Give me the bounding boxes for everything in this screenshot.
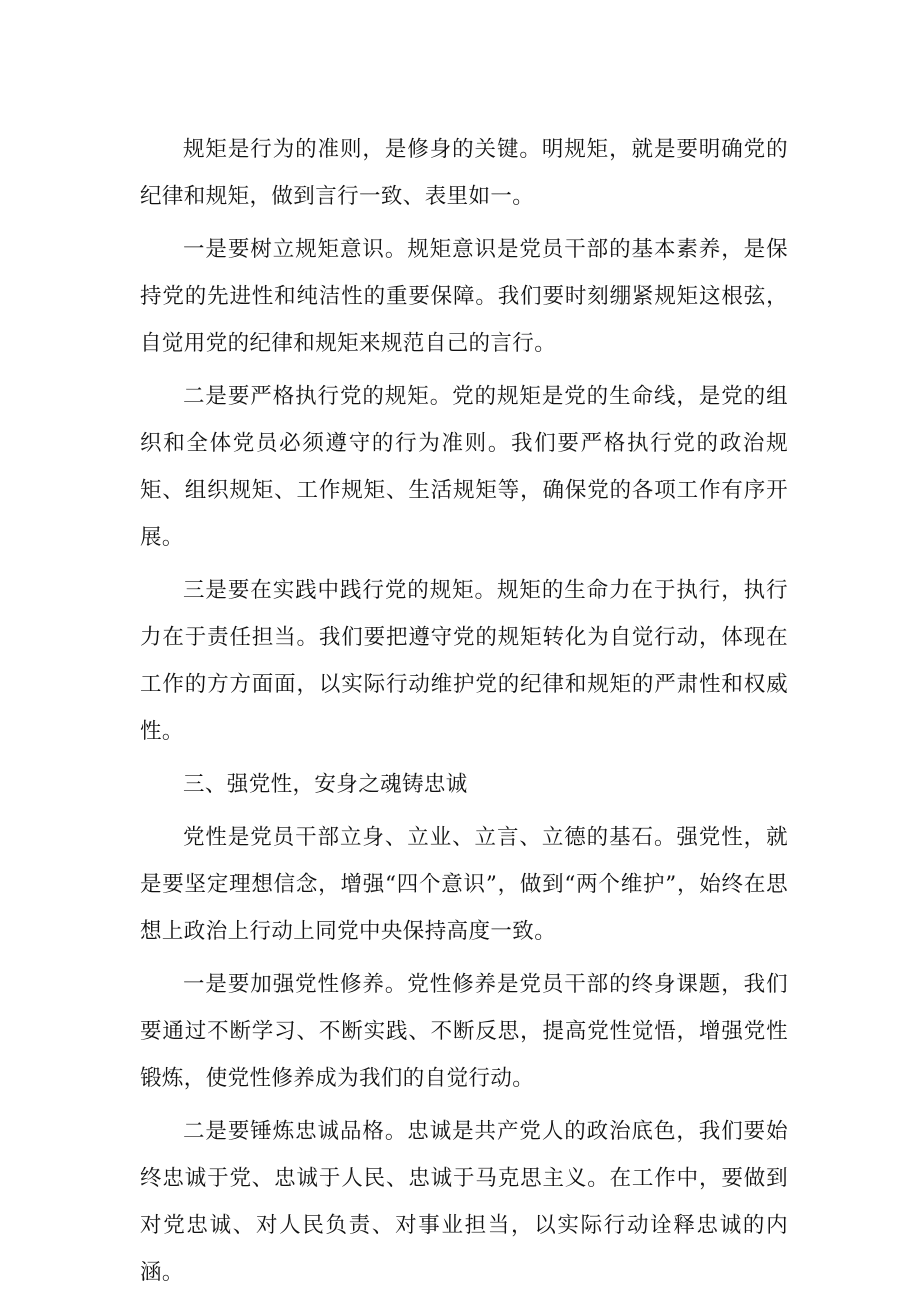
paragraph-party-spirit-intro: 党性是党员干部立身、立业、立言、立德的基石。强党性，就是要坚定理想信念，增强“四个意识”，做到“两个维护”，始终在思想上政治上行动上同党中央保持高度一致。 [140,825,788,944]
paragraph-rules-awareness: 一是要树立规矩意识。规矩意识是党员干部的基本素养，是保持党的先进性和纯洁性的重要保障。我们要时刻绷紧规矩这根弦，自觉用党的纪律和规矩来规范自己的言行。 [140,237,788,356]
paragraph-loyalty: 二是要锤炼忠诚品格。忠诚是共产党人的政治底色，我们要始终忠诚于党、忠诚于人民、忠诚于马克思主义。在工作中，要做到对党忠诚、对人民负责、对事业担当，以实际行动诠释忠诚的内涵。 [140,1119,788,1285]
paragraph-rules-intro: 规矩是行为的准则，是修身的关键。明规矩，就是要明确党的纪律和规矩，做到言行一致、表里如一。 [140,137,788,209]
section-heading-party-spirit: 三、强党性，安身之魂铸忠诚 [183,772,468,797]
document-body [140,126,788,1302]
paragraph-rules-practice: 三是要在实践中践行党的规矩。规矩的生命力在于执行，执行力在于责任担当。我们要把遵守党的规矩转化为自觉行动，体现在工作的方方面面，以实际行动维护党的纪律和规矩的严肃性和权威性。 [140,578,788,744]
paragraph-party-spirit-cultivation: 一是要加强党性修养。党性修养是党员干部的终身课题，我们要通过不断学习、不断实践、不断反思，提高党性觉悟，增强党性锻炼，使党性修养成为我们的自觉行动。 [140,972,788,1091]
paragraph-rules-execution: 二是要严格执行党的规矩。党的规矩是党的生命线，是党的组织和全体党员必须遵守的行为准则。我们要严格执行党的政治规矩、组织规矩、工作规矩、生活规矩等，确保党的各项工作有序开展。 [140,384,788,550]
